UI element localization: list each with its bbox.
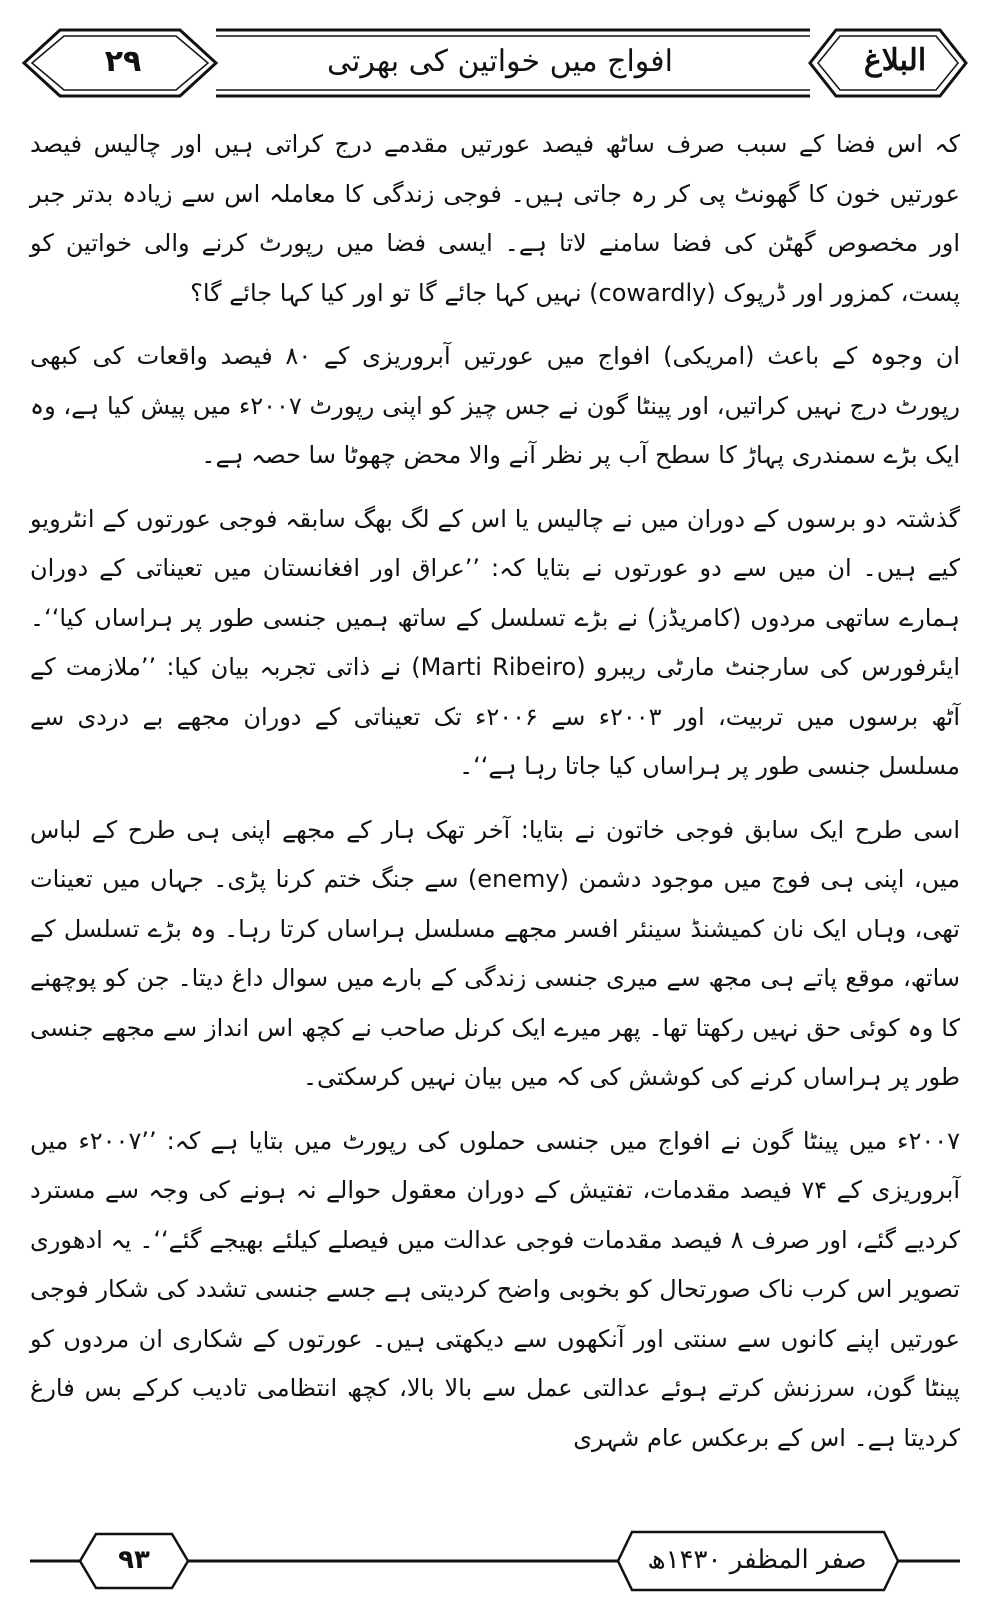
- paragraph-3: گذشتہ دو برسوں کے دوران میں نے چالیس یا اس کے لگ بھگ سابقہ فوجی عورتوں کے انٹرویو کیے ہیں۔ ان میں سے دو عورتوں نے بتایا کہ: ’’عراق اور افغانستان میں تعیناتی کے دوران ہمارے ساتھی مردوں (کامریڈز) نے بڑے تسلسل کے ساتھ ہمیں جنسی طور پر ہراساں کیا‘‘۔ ایئرفورس کی سارجنٹ مارٹی ریبرو (Marti Ribeiro) نے ذاتی تجربہ بیان کیا: ’’ملازمت کے آٹھ برسوں میں تربیت، اور ۲۰۰۳ء سے ۲۰۰۶ء تک تعیناتی کے دوران مجھے بے دردی سے مسلسل جنسی طور پر ہراساں کیا جاتا رہا ہے‘‘۔: [30, 504, 961, 780]
- issue-date: صفر المظفر ۱۴۳۰ھ: [647, 1545, 867, 1575]
- header-page-number: ۲۹: [104, 44, 142, 79]
- magazine-logo: البلاغ: [863, 43, 927, 78]
- paragraph-5: ۲۰۰۷ء میں پینٹا گون نے افواج میں جنسی حملوں کی رپورٹ میں بتایا ہے کہ: ’’۲۰۰۷ء میں آبروریزی کے ۷۴ فیصد مقدمات، تفتیش کے دوران معقول حوالے نہ ہونے کی وجہ سے مسترد کردیے گئے، اور صرف ۸ فیصد مقدمات فوجی عدالت میں فیصلے کیلئے بھیجے گئے‘‘۔ یہ ادھوری تصویر اس کرب ناک صورتحال کو بخوبی واضح کردیتی ہے جسے جنسی تشدد کی شکار فوجی عورتیں اپنے کانوں سے سنتی اور آنکھوں سے دیکھتی ہیں۔ عورتوں کے شکاری ان مردوں کو پینٹا گون، سرزنش کرتے ہوئے عدالتی عمل سے بالا بالا، کچھ انتظامی تادیب کرکے بس فارغ کردیتا ہے۔ اس کے برعکس عام شہری: [30, 1126, 961, 1452]
- paragraph-2: ان وجوہ کے باعث (امریکی) افواج میں عورتیں آبروریزی کے ۸۰ فیصد واقعات کی کبھی رپورٹ درج نہیں کراتیں، اور پینٹا گون نے جس چیز کو اپنی رپورٹ ۲۰۰۷ء میں پیش کیا ہے، وہ ایک بڑے سمندری پہاڑ کا سطح آب پر نظر آنے والا محض چھوٹا سا حصہ ہے۔: [30, 342, 961, 469]
- page-header: [20, 22, 970, 104]
- article-body: [30, 120, 960, 1477]
- page-title: افواج میں خواتین کی بھرتی: [327, 44, 673, 79]
- paragraph-1: کہ اس فضا کے سبب صرف ساٹھ فیصد عورتیں مقدمے درج کراتی ہیں اور چالیس فیصد عورتیں خون کا گھونٹ پی کر رہ جاتی ہیں۔ فوجی زندگی کا معاملہ اس سے زیادہ بدتر جبر اور مخصوص گھٹن کی فضا سامنے لاتا ہے۔ ایسی فضا میں رپورٹ کرنے والی خواتین کو پست، کمزور اور ڈرپوک (cowardly) نہیں کہا جائے گا تو اور کیا کہا جائے گا؟: [30, 130, 960, 307]
- page-footer: [20, 1528, 970, 1598]
- footer-page-number: ۹۳: [118, 1545, 150, 1575]
- paragraph-4: اسی طرح ایک سابق فوجی خاتون نے بتایا: آخر تھک ہار کے مجھے اپنی ہی طرح کے لباس میں، اپنی ہی فوج میں موجود دشمن (enemy) سے جنگ ختم کرنا پڑی۔ جہاں میں تعینات تھی، وہاں ایک نان کمیشنڈ سینئر افسر مجھے مسلسل ہراساں کرتا رہا۔ وہ بڑے تسلسل کے ساتھ، موقع پاتے ہی مجھ سے میری جنسی زندگی کے بارے میں سوال داغ دیتا۔ جن کو پوچھنے کا وہ کوئی حق نہیں رکھتا تھا۔ پھر میرے ایک کرنل صاحب نے کچھ اس انداز سے مجھے جنسی طور پر ہراساں کرنے کی کوشش کی کہ میں بیان نہیں کرسکتی۔: [30, 815, 960, 1091]
